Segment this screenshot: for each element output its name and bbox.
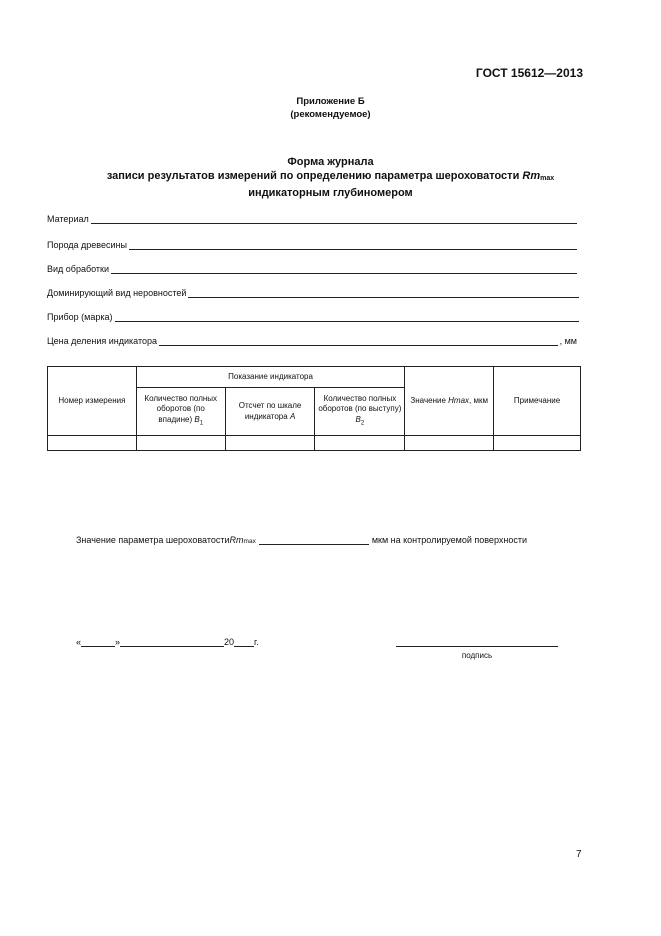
- date-open-quote: «: [76, 637, 82, 647]
- dominant-irregularity-input-line[interactable]: [188, 289, 579, 298]
- result-prefix: Значение параметра шероховатости: [76, 535, 230, 545]
- full-turns-ridge-index: 2: [360, 420, 365, 427]
- full-turns-valley-var: B: [194, 414, 200, 424]
- material-label: Материал: [47, 214, 89, 224]
- full-turns-ridge-text: Количество полных оборотов (по выступу): [318, 393, 402, 414]
- header-value-unit: , мкм: [469, 395, 488, 405]
- header-value-prefix: Значение: [410, 395, 449, 405]
- table-cell[interactable]: [494, 436, 581, 451]
- date-day-line[interactable]: [81, 638, 115, 647]
- standard-number: ГОСТ 15612—2013: [475, 66, 583, 80]
- material-field[interactable]: [47, 214, 577, 224]
- header-value: [405, 367, 494, 436]
- header-full-turns-ridge: [315, 388, 405, 436]
- date-year-line[interactable]: [234, 638, 254, 647]
- form-title: [0, 155, 661, 200]
- treatment-label: Вид обработки: [47, 264, 110, 274]
- title-param-subscript: max: [540, 175, 555, 182]
- device-input-line[interactable]: [115, 313, 579, 322]
- header-full-turns-valley: [136, 388, 225, 436]
- appendix-heading: [0, 95, 661, 121]
- date-close-quote: »: [115, 637, 121, 647]
- device-field[interactable]: [47, 312, 579, 322]
- wood-species-input-line[interactable]: [129, 241, 577, 250]
- full-turns-valley-text: Количество полных оборотов (по впадине): [144, 393, 218, 424]
- page-number: 7: [576, 849, 582, 860]
- signature-label: подпись: [461, 651, 493, 660]
- scale-reading-text: Отсчет по шкале индикатора: [238, 401, 302, 421]
- signature-line[interactable]: [396, 646, 558, 647]
- result-suffix: мкм на контролируемой поверхности: [371, 535, 527, 545]
- table-row: [48, 436, 581, 451]
- title-line-2-text: записи результатов измерений по определению параметра шероховатости: [106, 170, 523, 182]
- date-year-suffix: г.: [254, 637, 259, 647]
- dominant-irregularity-field[interactable]: [47, 288, 579, 298]
- full-turns-ridge-var: B: [355, 414, 361, 424]
- table-cell[interactable]: [136, 436, 225, 451]
- treatment-field[interactable]: [47, 264, 577, 274]
- device-label: Прибор (марка): [47, 312, 113, 322]
- appendix-status: (рекомендуемое): [290, 109, 371, 120]
- treatment-input-line[interactable]: [111, 265, 577, 274]
- header-measurement-number: Номер измерения: [48, 367, 137, 436]
- division-value-field[interactable]: [47, 336, 577, 346]
- title-line-2: [0, 169, 661, 186]
- header-value-var: Hmax: [448, 395, 470, 405]
- wood-species-field[interactable]: [47, 240, 577, 250]
- result-line: [76, 535, 527, 545]
- table-cell[interactable]: [405, 436, 494, 451]
- measurement-table: [47, 366, 581, 451]
- material-input-line[interactable]: [91, 215, 577, 224]
- full-turns-valley-index: 1: [199, 420, 204, 427]
- division-value-label: Цена деления индикатора: [47, 336, 157, 346]
- title-line-1: Форма журнала: [287, 156, 374, 168]
- table-cell[interactable]: [315, 436, 405, 451]
- result-param: Rm: [229, 535, 244, 545]
- header-note: Примечание: [494, 367, 581, 436]
- title-line-3: индикаторным глубиномером: [248, 187, 413, 199]
- dominant-irregularity-label: Доминирующий вид неровностей: [47, 288, 187, 298]
- division-value-input-line[interactable]: [159, 337, 558, 346]
- header-scale-reading: [225, 388, 315, 436]
- table-cell[interactable]: [225, 436, 315, 451]
- appendix-label: Приложение Б: [296, 96, 365, 107]
- title-param: Rm: [522, 170, 541, 182]
- date-month-line[interactable]: [120, 638, 224, 647]
- header-indicator-reading: Показание индикатора: [136, 367, 404, 388]
- date-line: [76, 637, 259, 647]
- result-param-subscript: max: [243, 538, 256, 545]
- result-input-line[interactable]: [259, 536, 369, 545]
- scale-reading-var: A: [289, 411, 296, 421]
- wood-species-label: Порода древесины: [47, 240, 127, 250]
- date-year-prefix: 20: [224, 637, 235, 647]
- table-cell[interactable]: [48, 436, 137, 451]
- division-value-unit: , мм: [559, 336, 577, 346]
